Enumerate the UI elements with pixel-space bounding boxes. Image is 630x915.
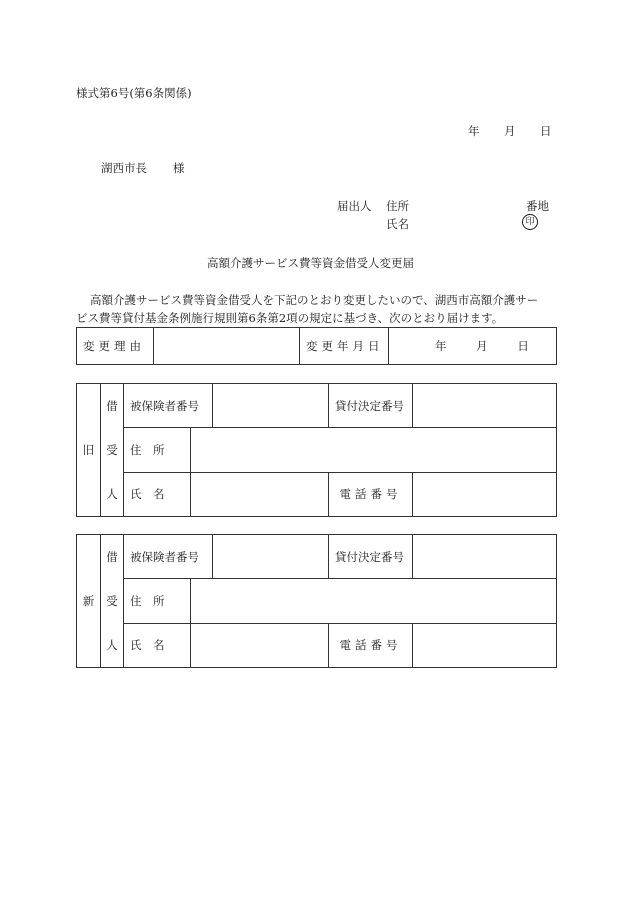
old-phone-label: 電話番号 (329, 472, 413, 516)
applicant-address-label: 住所 (386, 199, 409, 213)
body-text-line-1: 高額介護サービス費等資金借受人を下記のとおり変更したいので、湖西市高額介護サー (90, 293, 539, 307)
change-date-field[interactable] (389, 328, 557, 365)
old-borrower-char-3: 人 (106, 487, 118, 501)
change-date-label: 変更年月日 (300, 328, 389, 365)
new-address-field[interactable] (191, 579, 557, 623)
new-loan-decision-field[interactable] (413, 535, 557, 579)
change-date-year: 年 (435, 339, 447, 353)
seal-mark: 印 (522, 214, 538, 230)
addressee-name: 湖西市長 (101, 161, 147, 175)
new-address-label: 住 所 (124, 579, 191, 623)
change-date-month: 月 (476, 339, 488, 353)
new-section-label: 新 (77, 535, 101, 668)
old-borrower-char-2: 受 (106, 443, 118, 457)
new-name-field[interactable] (191, 623, 329, 667)
old-address-field[interactable] (191, 428, 557, 472)
form-title: 高額介護サービス費等資金借受人変更届 (207, 256, 414, 270)
body-text-line-2: ビス費等貸付基金条例施行規則第6条第2項の規定に基づき、次のとおり届けます。 (76, 311, 504, 325)
form-number: 様式第6号(第6条関係) (76, 86, 192, 100)
date-month-label: 月 (504, 124, 516, 138)
old-borrower-char-1: 借 (106, 399, 118, 413)
applicant-address-suffix: 番地 (526, 199, 549, 213)
new-borrower-char-2: 受 (106, 594, 118, 608)
new-insured-number-label: 被保険者番号 (124, 535, 213, 579)
old-insured-number-label: 被保険者番号 (124, 384, 213, 428)
date-day-label: 日 (540, 124, 552, 138)
new-name-label: 氏 名 (124, 623, 191, 667)
change-reason-field[interactable] (154, 328, 300, 365)
old-borrower-vertical-label (101, 384, 124, 517)
new-borrower-table (76, 534, 557, 668)
new-loan-decision-label: 貸付決定番号 (329, 535, 413, 579)
new-borrower-char-3: 人 (106, 638, 118, 652)
change-table (76, 327, 557, 365)
old-insured-number-field[interactable] (213, 384, 329, 428)
date-year-label: 年 (468, 124, 480, 138)
old-phone-field[interactable] (413, 472, 557, 516)
addressee-honorific: 様 (173, 161, 185, 175)
new-phone-label: 電話番号 (329, 623, 413, 667)
applicant-label: 届出人 (337, 199, 372, 213)
new-borrower-char-1: 借 (106, 550, 118, 564)
applicant-name-label: 氏名 (386, 217, 409, 231)
old-loan-decision-label: 貸付決定番号 (329, 384, 413, 428)
old-section-label: 旧 (77, 384, 101, 517)
new-phone-field[interactable] (413, 623, 557, 667)
new-borrower-vertical-label (101, 535, 124, 668)
change-reason-label: 変更理由 (77, 328, 154, 365)
change-date-day: 日 (517, 339, 529, 353)
new-insured-number-field[interactable] (213, 535, 329, 579)
old-loan-decision-field[interactable] (413, 384, 557, 428)
old-address-label: 住 所 (124, 428, 191, 472)
old-borrower-table (76, 383, 557, 517)
old-name-label: 氏 名 (124, 472, 191, 516)
old-name-field[interactable] (191, 472, 329, 516)
